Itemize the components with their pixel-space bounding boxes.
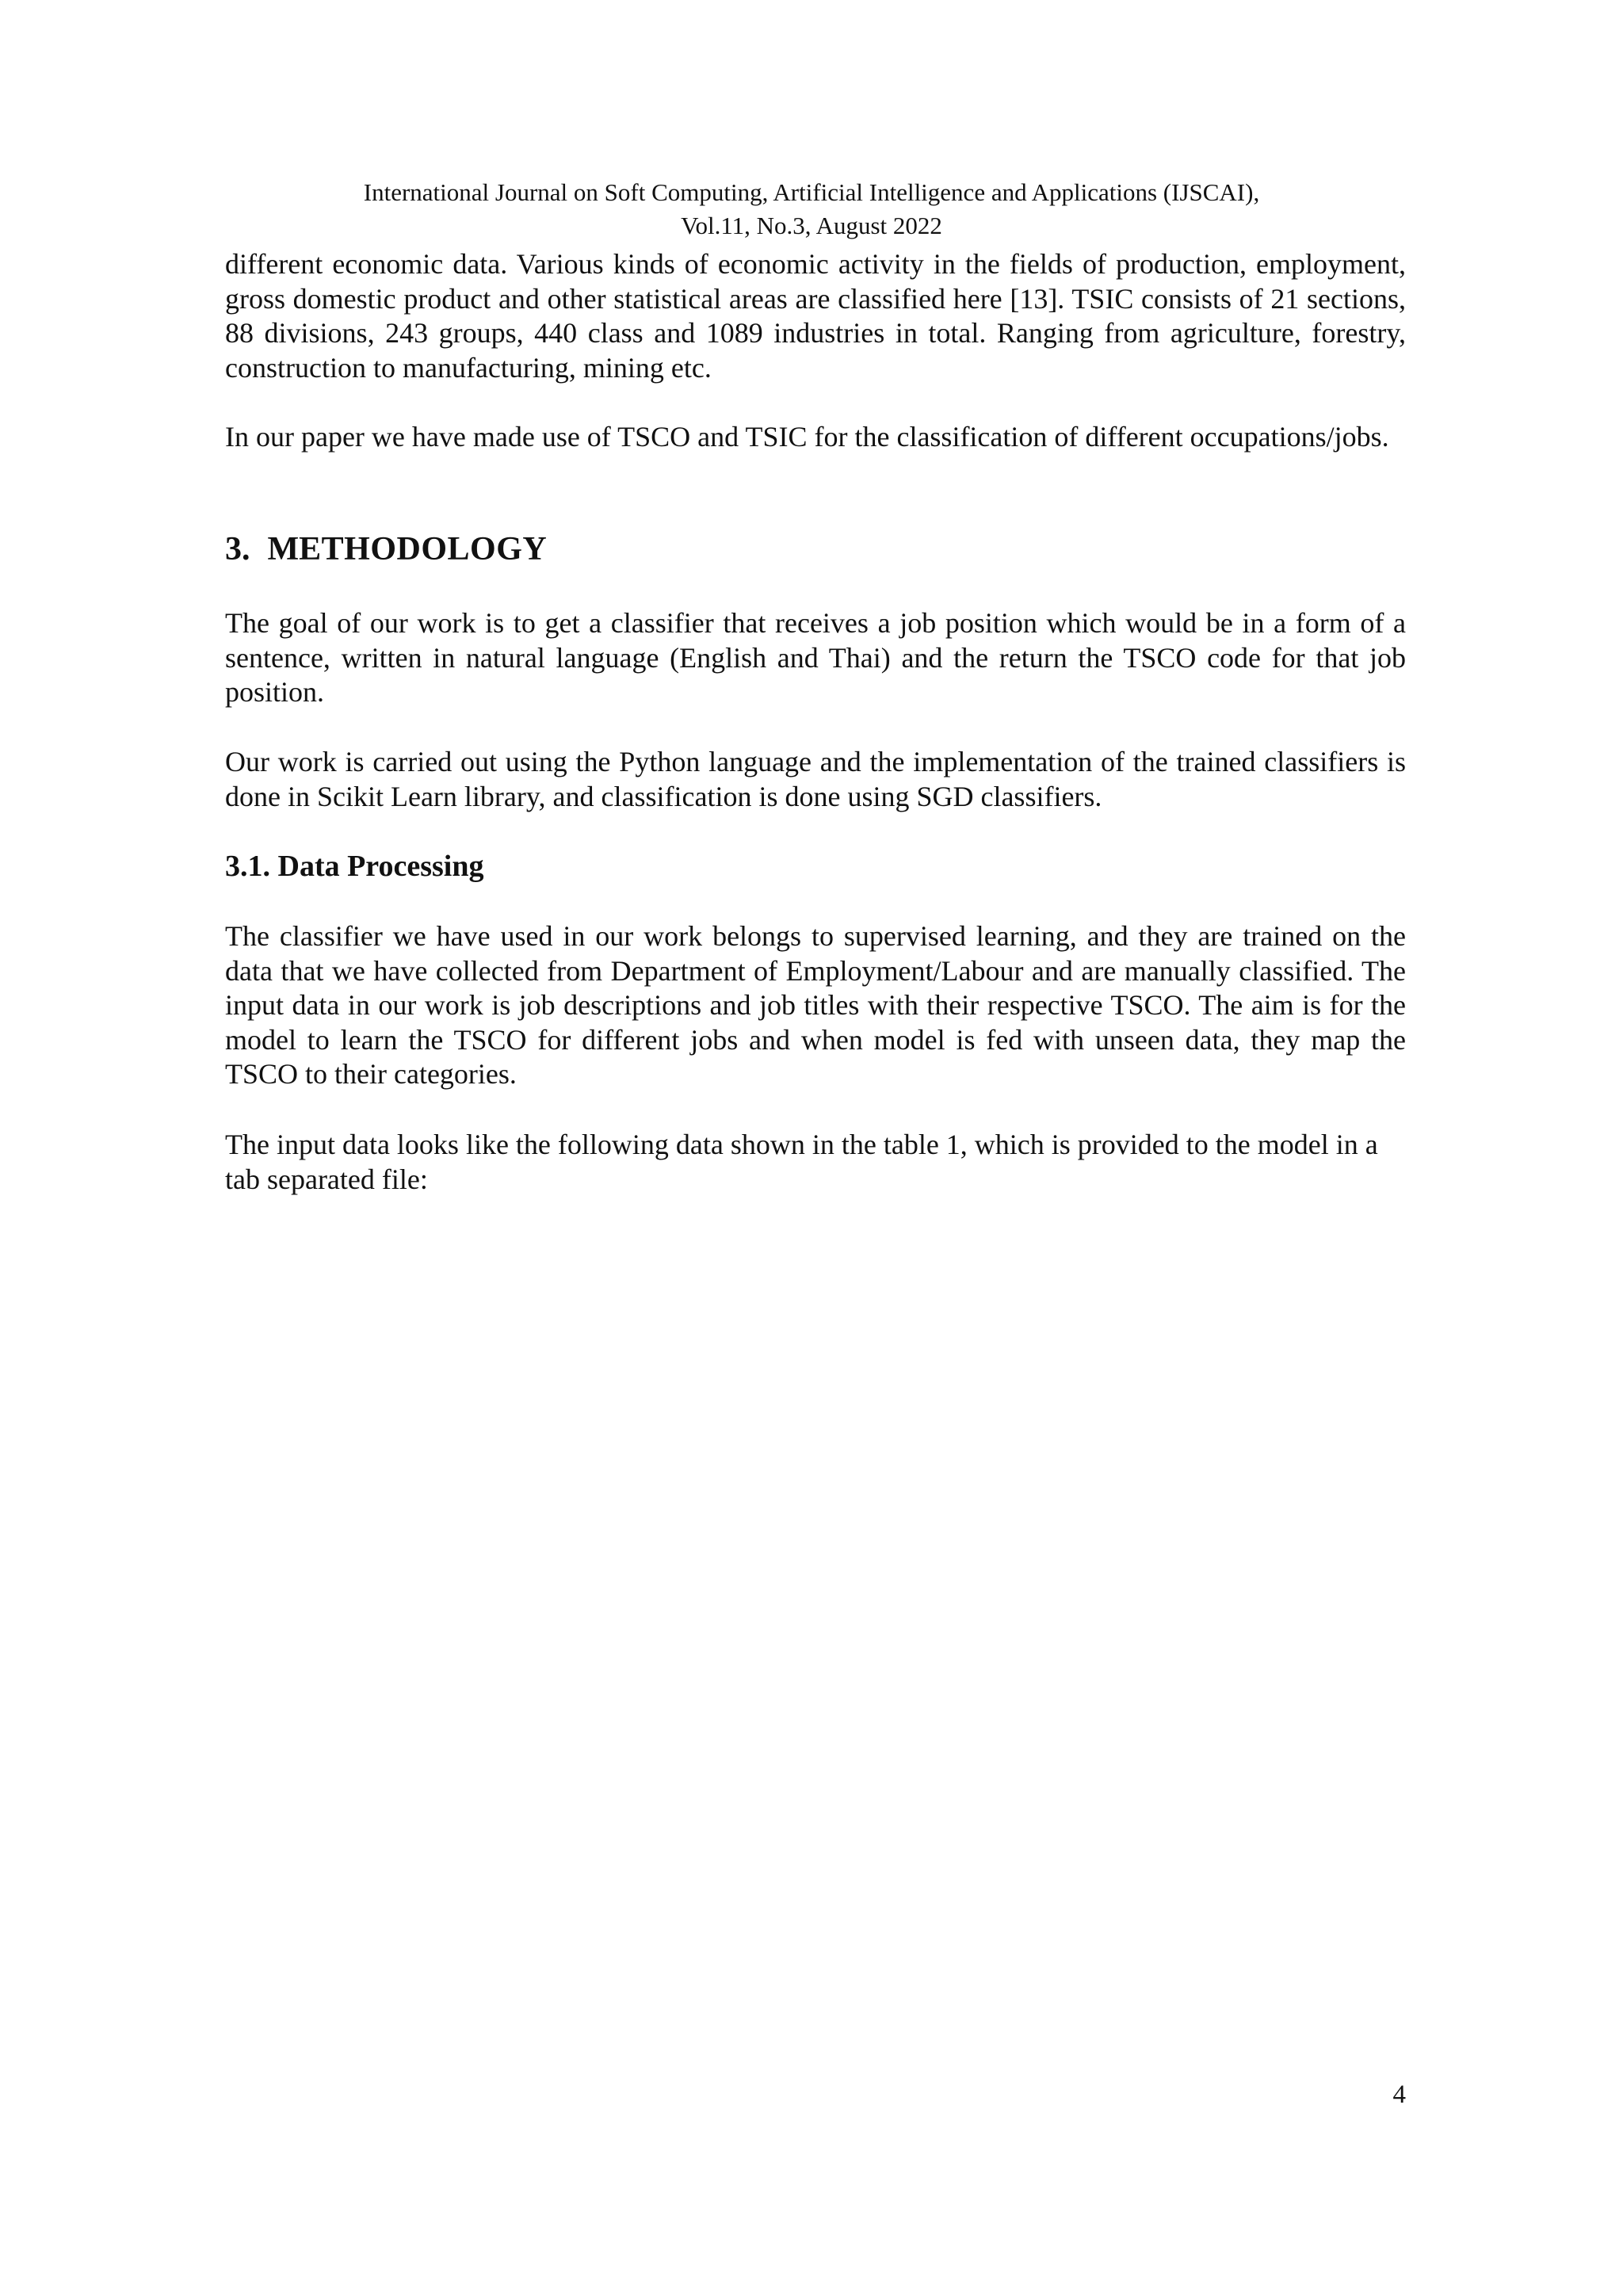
journal-title-header: International Journal on Soft Computing, Artificial Intelligence and Applications (IJSCAI), (363, 178, 1260, 206)
paragraph-goal: The goal of our work is to get a classifier that receives a job position which would be in a form of a sentence, written in natural language (English and Thai) and the return the TSCO code for that job position. (225, 607, 1406, 708)
subsection-heading-data-processing: 3.1. Data Processing (225, 850, 484, 883)
journal-volume-header: Vol.11, No.3, August 2022 (681, 212, 942, 239)
paragraph-input-data: The input data looks like the following data shown in the table 1, which is provided to the model in a tab separated file: (225, 1129, 1378, 1195)
section-title-rest: ETHODOLOGY (299, 531, 548, 567)
paragraph-classifier-training: The classifier we have used in our work belongs to supervised learning, and they are trained on the data that we have collected from Department of Employment/Labour and are manually classified. The input data in our work is job descriptions and job titles with their respective TSCO. The aim is for the model to learn the TSCO for different jobs and when model is fed with unseen data, they map the TSCO to their categories. (225, 920, 1406, 1090)
paragraph-tsic-description: different economic data. Various kinds of economic activity in the fields of production, employment, gross domestic product and other statistical areas are classified here [13]. TSIC consists of 21 sections, 88 divisions, 243 groups, 440 class and 1089 industries in total. Ranging from agriculture, forestry, construction to manufacturing, mining etc. (225, 248, 1406, 384)
section-heading-methodology (225, 529, 547, 569)
paragraph-implementation: Our work is carried out using the Python language and the implementation of the trained classifiers is done in Scikit Learn library, and classification is done using SGD classifiers. (225, 746, 1406, 812)
section-number: 3. (225, 531, 250, 567)
page-number: 4 (1392, 2080, 1406, 2109)
paragraph-tsco-tsic-usage: In our paper we have made use of TSCO and TSIC for the classification of different occupations/jobs. (225, 421, 1389, 453)
section-title-initial: M (267, 531, 300, 567)
